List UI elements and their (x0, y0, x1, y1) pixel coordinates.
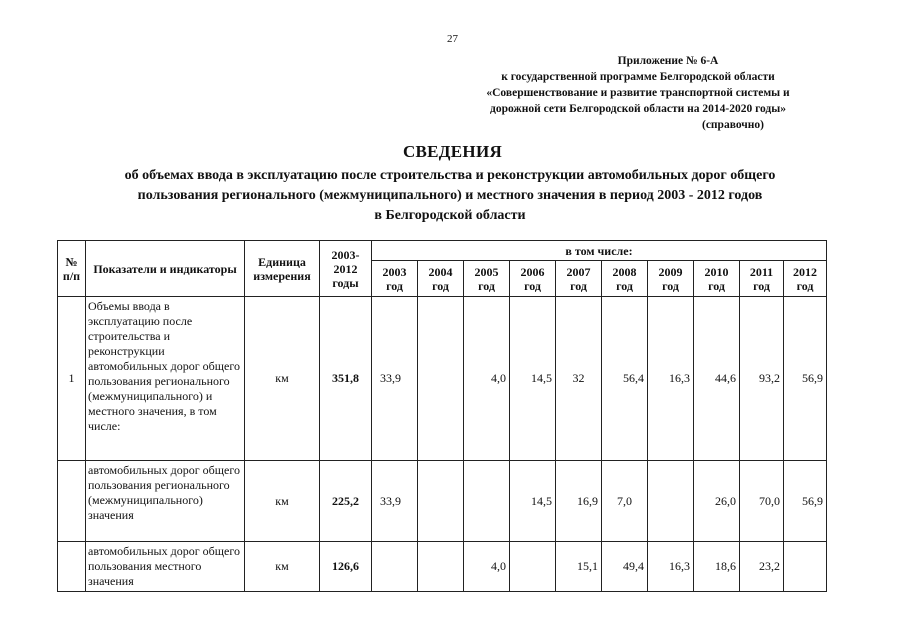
value-2010: 18,6 (694, 542, 740, 592)
subtitle-line-2: пользования регионального (межмуниципального) и местного значения в период 2003 - 2012 годов (137, 188, 763, 203)
value-2007: 15,1 (556, 542, 602, 592)
header-including: в том числе: (372, 241, 827, 261)
value-2007: 16,9 (556, 461, 602, 542)
header-year-2006 (510, 261, 556, 297)
value-2008: 49,4 (602, 542, 648, 592)
header-year-2010 (694, 261, 740, 297)
row-number (58, 542, 86, 592)
value-2009: 16,3 (648, 542, 694, 592)
table-row (58, 297, 827, 461)
header-year-2011 (740, 261, 784, 297)
value-2012: 56,9 (784, 297, 827, 461)
appendix-line-1: к государственной программе Белгородской области (501, 71, 775, 83)
table-row (58, 461, 827, 542)
year-label: 2012 (793, 264, 817, 279)
row-unit: км (245, 542, 320, 592)
data-table (57, 240, 827, 592)
year-label: 2008 (612, 264, 637, 279)
value-2006: 14,5 (510, 297, 556, 461)
value-2008: 7,0 (602, 461, 648, 542)
header-year-2003 (372, 261, 418, 297)
header-year-2005 (464, 261, 510, 297)
table-row (58, 542, 827, 592)
document-title: СВЕДЕНИЯ (402, 142, 503, 161)
header-year-2012 (784, 261, 827, 297)
year-unit-label: год (570, 278, 587, 293)
value-2009 (648, 461, 694, 542)
row-total: 225,2 (320, 461, 372, 542)
appendix-line-3: дорожной сети Белгородской области на 2014-2020 годы» (490, 103, 786, 115)
year-unit-label: год (796, 278, 814, 293)
row-indicator: автомобильных дорог общего пользования регионального (межмуниципального) значения (86, 461, 245, 542)
row-indicator: автомобильных дорог общего пользования местного значения (86, 542, 245, 592)
header-indicator: Показатели и индикаторы (86, 241, 245, 297)
header-total: 2003-2012 годы (320, 241, 372, 297)
year-unit-label: год (478, 278, 495, 293)
year-label: 2011 (749, 264, 774, 279)
value-2012: 56,9 (784, 461, 827, 542)
value-2009: 16,3 (648, 297, 694, 461)
year-label: 2010 (704, 264, 729, 279)
value-2012 (784, 542, 827, 592)
subtitle-line-1: об объемах ввода в эксплуатацию после строительства и реконструкции автомобильных дорог общего (124, 168, 776, 183)
value-2011: 23,2 (740, 542, 784, 592)
year-unit-label: год (524, 278, 541, 293)
appendix-title: Приложение № 6-А (617, 55, 719, 67)
header-year-2007 (556, 261, 602, 297)
appendix-block (468, 53, 808, 133)
value-2010: 44,6 (694, 297, 740, 461)
year-label: 2003 (382, 264, 407, 279)
value-2006 (510, 542, 556, 592)
year-unit-label: год (708, 278, 725, 293)
row-unit: км (245, 461, 320, 542)
header-num: № п/п (58, 241, 86, 297)
value-2006: 14,5 (510, 461, 556, 542)
value-2007: 32 (556, 297, 602, 461)
value-2004 (418, 461, 464, 542)
document-subtitle (70, 166, 830, 226)
value-2003 (372, 542, 418, 592)
value-2004 (418, 542, 464, 592)
row-indicator: Объемы ввода в эксплуатацию после строительства и реконструкции автомобильных дорог общего пользования регионального (межмуниципального) и местного значения, в том числе: (86, 297, 245, 461)
header-unit: Единица измерения (245, 241, 320, 297)
value-2004 (418, 297, 464, 461)
year-unit-label: год (386, 278, 403, 293)
row-number (58, 461, 86, 542)
value-2008: 56,4 (602, 297, 648, 461)
header-year-2004 (418, 261, 464, 297)
year-label: 2006 (520, 264, 545, 279)
appendix-line-2: «Совершенствование и развитие транспортной системы и (486, 87, 790, 99)
page-number: 27 (447, 33, 458, 45)
row-number: 1 (58, 297, 86, 461)
value-2005: 4,0 (464, 297, 510, 461)
appendix-line-4: (справочно) (702, 119, 764, 131)
value-2005: 4,0 (464, 542, 510, 592)
year-unit-label: год (616, 278, 633, 293)
value-2011: 93,2 (740, 297, 784, 461)
year-unit-label: год (753, 278, 770, 293)
value-2003: 33,9 (372, 461, 418, 542)
year-unit-label: год (432, 278, 449, 293)
value-2003: 33,9 (372, 297, 418, 461)
header-year-2009 (648, 261, 694, 297)
value-2010: 26,0 (694, 461, 740, 542)
year-label: 2007 (566, 264, 591, 279)
value-2005 (464, 461, 510, 542)
year-label: 2005 (474, 264, 499, 279)
header-year-2008 (602, 261, 648, 297)
row-total: 126,6 (320, 542, 372, 592)
value-2011: 70,0 (740, 461, 784, 542)
year-label: 2004 (428, 264, 453, 279)
row-total: 351,8 (320, 297, 372, 461)
year-label: 2009 (658, 264, 683, 279)
year-unit-label: год (662, 278, 679, 293)
row-unit: км (245, 297, 320, 461)
subtitle-line-3: в Белгородской области (374, 208, 526, 223)
